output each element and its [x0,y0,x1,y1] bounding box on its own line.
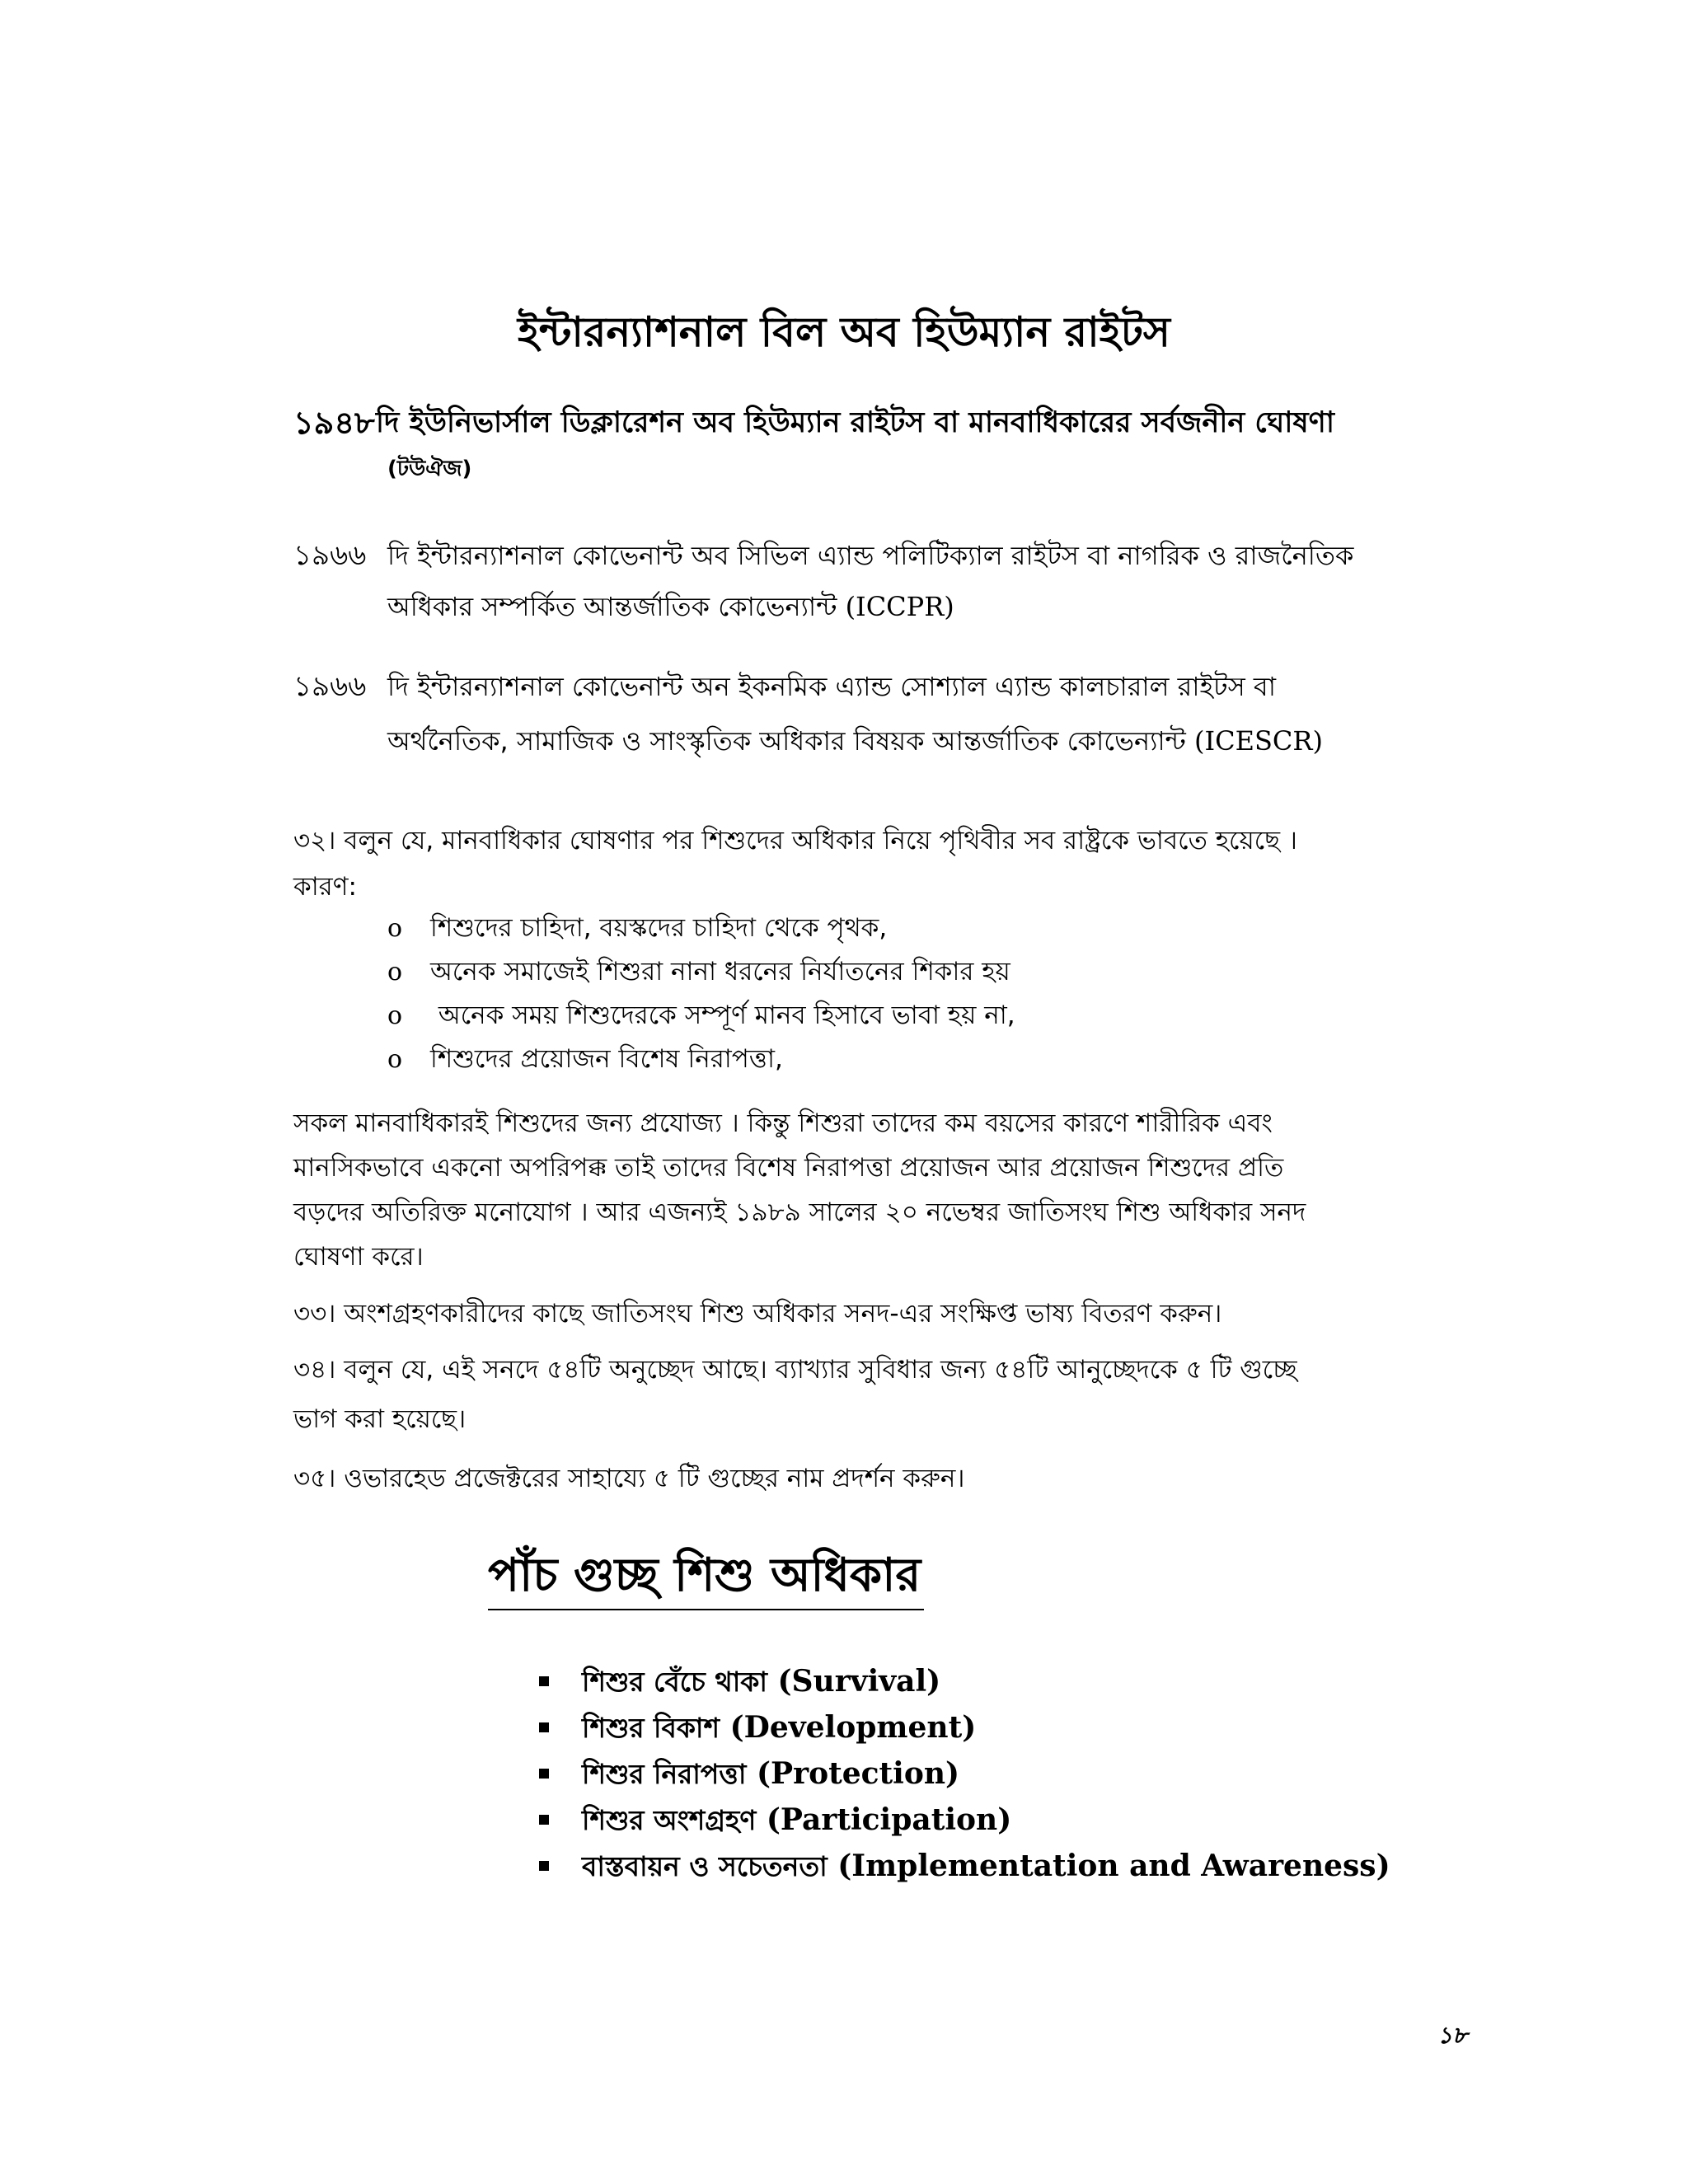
bill-item-text-cont: অধিকার সম্পর্কিত আন্তর্জাতিক কোভেন্যান্ট [387,591,837,622]
reasons-list [387,907,1015,1081]
square-bullet-icon [539,1815,549,1825]
bill-item-text-cont: অর্থনৈতিক, সামাজিক ও সাংস্কৃতিক অধিকার বিষয়ক আন্তর্জাতিক কোভেন্যান্ট [387,725,1186,757]
clusters-list [539,1658,1390,1889]
list-item: o অনেক সমাজেই শিশুরা নানা ধরনের নির্যাতনের শিকার হয় [387,950,1015,994]
point-33: ৩৩। অংশগ্রহণকারীদের কাছে জাতিসংঘ শিশু অধিকার সনদ-এর সংক্ষিপ্ত ভাষ্য বিতরণ করুন। [293,1299,1222,1329]
list-item: o অনেক সময় শিশুদেরকে সম্পূর্ণ মানব হিসাবে ভাবা হয় না, [387,994,1015,1038]
bill-item-abbr: (ICCPR) [845,591,954,622]
circle-bullet-icon: o [387,1045,403,1074]
list-item: শিশুর বিকাশ (Development) [539,1704,1390,1750]
page-number: ১৮ [1437,2022,1468,2049]
point-35: ৩৫। ওভারহেড প্রজেক্টরের সাহায্যে ৫ টি গুচ্ছের নাম প্রদর্শন করুন। [293,1464,965,1493]
bill-item-text: দি ইউনিভার্সাল ডিক্লারেশন অব হিউম্যান রাইটস বা মানবাধিকারের সর্বজনীন ঘোষণা [376,406,1334,439]
clusters-heading: পাঁচ গুচ্ছ শিশু অধিকার [488,1543,924,1610]
circle-bullet-icon: o [387,958,403,987]
list-item: o শিশুদের চাহিদা, বয়স্কদের চাহিদা থেকে পৃথক, [387,907,1015,950]
list-item: o শিশুদের প্রয়োজন বিশেষ নিরাপত্তা, [387,1038,1015,1081]
bill-item-text: দি ইন্টারন্যাশনাল কোভেনান্ট অন ইকনমিক এ্যান্ড সোশ্যাল এ্যান্ড কালচারাল রাইটস বা [387,671,1276,702]
list-item: শিশুর অংশগ্রহণ (Participation) [539,1797,1390,1843]
list-item: বাস্তবায়ন ও সচেতনতা (Implementation and Awareness) [539,1843,1390,1889]
bill-item-abbr: (টউঐজ) [387,457,472,481]
bill-item-icescr [293,659,1489,768]
summary-paragraph: সকল মানবাধিকারই শিশুদের জন্য প্রযোজ্য । কিন্তু শিশুরা তাদের কম বয়সের কারণে শারীরিক এবং মানসিকভাবে একনো অপরিপক্ক তাই তাদের বিশেষ নিরাপত্তা প্রয়োজন আর প্রয়োজন শিশুদের প্রতি বড়দের অতিরিক্ত মনোযোগ । আর এজন্যই ১৯৮৯ সালের ২০ নভেম্বর জাতিসংঘ শিশু অধিকার সনদ ঘোষণা করে। [293,1108,1306,1272]
bill-item-text: দি ইন্টারন্যাশনাল কোভেনান্ট অব সিভিল এ্যান্ড পলিটিক্যাল রাইটস বা নাগরিক ও রাজনৈতিক [387,540,1354,571]
square-bullet-icon [539,1676,549,1686]
circle-bullet-icon: o [387,914,403,943]
point-32 [293,818,1489,910]
square-bullet-icon [539,1722,549,1732]
bill-item-year: ১৯৬৬ [293,539,367,572]
bill-item-iccpr [293,530,1489,632]
point-32-reason-label: কারণ: [293,872,357,902]
point-32-text: ৩২। বলুন যে, মানবাধিকার ঘোষণার পর শিশুদের অধিকার নিয়ে পৃথিবীর সব রাষ্ট্রকে ভাবতে হয়েছে । [293,826,1297,855]
page-title: ইন্টারন্যাশনাল বিল অব হিউম্যান রাইটস [518,308,1170,356]
square-bullet-icon [539,1769,549,1779]
bill-item-abbr: (ICESCR) [1194,725,1323,757]
list-item: শিশুর বেঁচে থাকা (Survival) [539,1658,1390,1704]
bill-item-1948 [293,400,1489,492]
point-34: ৩৪। বলুন যে, এই সনদে ৫৪টি অনুচ্ছেদ আছে। ব্যাখ্যার সুবিধার জন্য ৫৪টি আনুচ্ছেদকে ৫ টি গুচ্ছে ভাগ করা হয়েছে। [293,1355,1297,1434]
square-bullet-icon [539,1861,549,1871]
list-item: শিশুর নিরাপত্তা (Protection) [539,1750,1390,1797]
bill-item-year: ১৯৬৬ [293,670,367,703]
circle-bullet-icon: o [387,1001,403,1030]
bill-item-year: ১৯৪৮ [293,405,375,441]
